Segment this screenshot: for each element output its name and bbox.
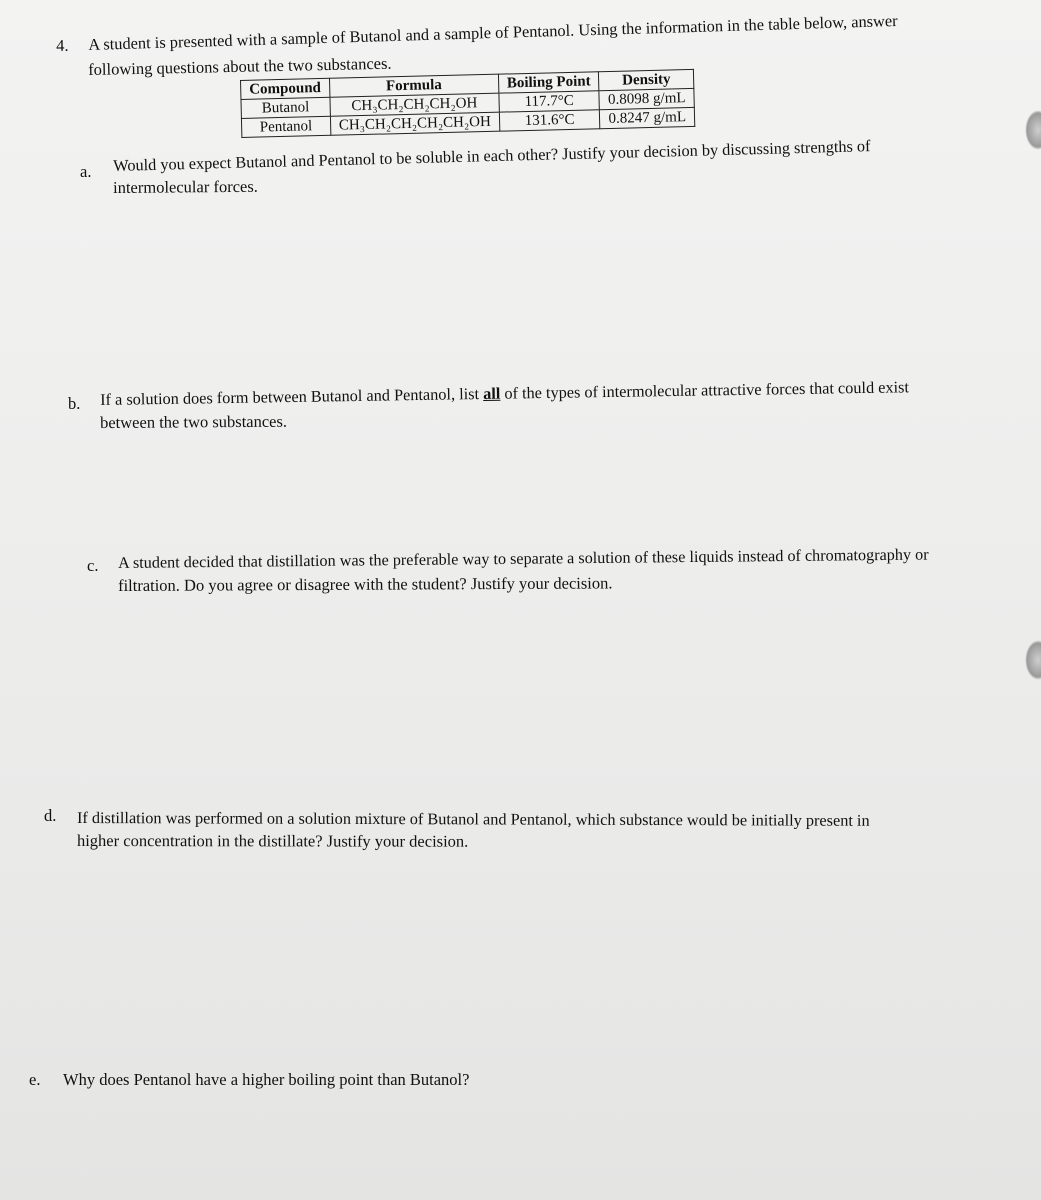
part-a-line2: intermolecular forces. [113, 176, 258, 197]
table-cell: 0.8098 g/mL [599, 88, 694, 109]
table-cell: 0.8247 g/mL [600, 107, 695, 128]
table-cell: CH₃CH₂CH₂CH₂OH [330, 93, 499, 116]
table-cell: Butanol [241, 97, 330, 118]
properties-table [240, 69, 695, 138]
part-a-label: a. [80, 162, 92, 181]
question-intro-line2: following questions about the two substances. [88, 53, 392, 79]
part-b-text-post: of the types of intermolecular attractive forces that could exist [500, 377, 910, 403]
part-b-emphasis: all [482, 383, 501, 403]
table-cell: 131.6°C [499, 110, 600, 131]
question-intro-line1: A student is presented with a sample of Butanol and a sample of Pentanol. Using the information in the table below, answer [88, 10, 898, 54]
table-header-density: Density [599, 69, 694, 90]
properties-table-grid [240, 69, 695, 138]
question-number: 4. [56, 35, 69, 55]
binder-ring-shadow [1025, 110, 1041, 150]
table-cell: Pentanol [241, 116, 330, 137]
table-cell: 117.7°C [499, 91, 600, 112]
part-e-label: e. [29, 1070, 41, 1089]
part-a-line1: Would you expect Butanol and Pentanol to be soluble in each other? Justify your decision by discussing strengths of [113, 136, 871, 175]
part-e-line1: Why does Pentanol have a higher boiling point than Butanol? [63, 1070, 470, 1089]
part-c-line1: A student decided that distillation was the preferable way to separate a solution of these liquids instead of chromatography or [118, 545, 929, 572]
table-header-boiling-point: Boiling Point [498, 72, 599, 93]
table-cell: CH₃CH₂CH₂CH₂CH₂OH [330, 112, 499, 135]
part-c-label: c. [87, 556, 99, 575]
part-d-line2: higher concentration in the distillate? Justify your decision. [76, 831, 469, 851]
table-header-compound: Compound [241, 78, 330, 99]
table-header-formula: Formula [329, 74, 498, 97]
part-b-text-pre: If a solution does form between Butanol and Pentanol, list [100, 383, 484, 409]
part-b-line2: between the two substances. [100, 411, 288, 432]
part-d-line1: If distillation was performed on a solution mixture of Butanol and Pentanol, which substance would be initially present in [76, 808, 870, 830]
part-d-label: d. [44, 806, 57, 825]
binder-ring-shadow [1025, 640, 1041, 680]
part-c-line2: filtration. Do you agree or disagree with the student? Justify your decision. [118, 573, 613, 595]
part-b-line1 [100, 377, 909, 410]
bleed-through-text [80, 290, 84, 307]
part-b-label: b. [68, 394, 81, 413]
